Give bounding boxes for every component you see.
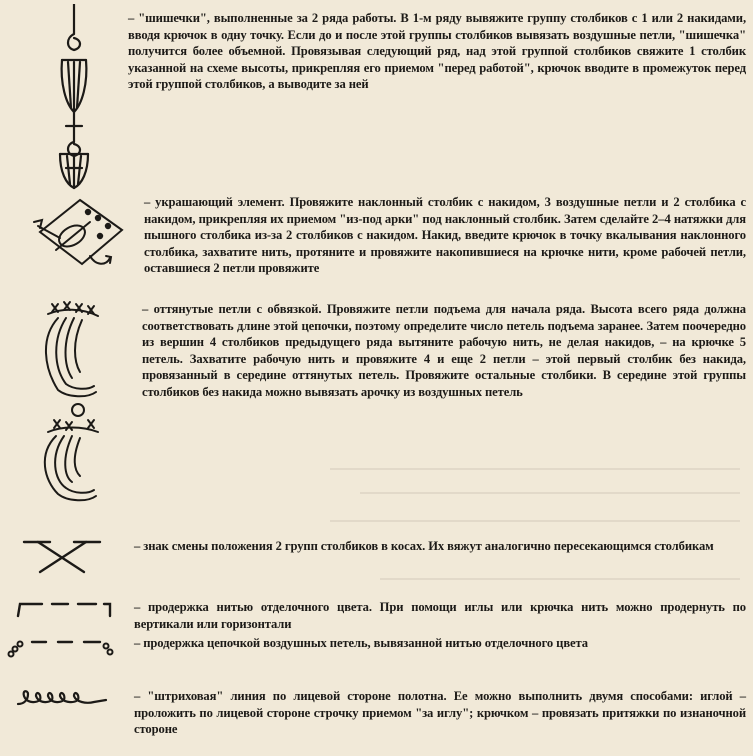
contrast-thread-icon xyxy=(14,596,114,620)
entry-text: – "шишечки", выполненные за 2 ряда работы. В 1-м ряду вывяжите группу столбиков с 1 или 2 накидами, вводя крючок в одну точку. Если до и после этой группы столбиков вывязать воздушные петли, "шишечка" получится более объемной. Провязывая следующий ряд, над этой группой столбиков свяжите 1 столбик указанной на схеме высоты, прикрепляя его приемом "перед работой", крючок вводите в промежуток перед этой группой столбиков, а выводите за ней xyxy=(128,11,746,92)
legend-entry-stitching-line xyxy=(134,688,746,738)
chain-thread-icon xyxy=(6,630,116,660)
entry-text: – продержка нитью отделочного цвета. При помощи иглы или крючка нить можно продернуть по вертикали или горизонтали xyxy=(134,600,746,631)
entry-text: – оттянутые петли с обвязкой. Провяжите петли подъема для начала ряда. Высота всего ряда должна соответствовать длине этой цепочки, поэтому определите число петель подъема заранее. Затем поочередно из вершин 4 столбиков предыдущего ряда вытяните рабочую нить, не делая накидов, – на крючке 5 петель. Захватите рабочую нить и провяжите 4 и еще 2 петли – этой первый столбик без накида, провязанный в середине оттянутых петель. Провяжите остальные столбики. В середине этой группы столбиков без накида можно вывязать арочку из воздушных петель xyxy=(142,302,746,399)
entry-text: – украшающий элемент. Провяжите наклонный столбик с накидом, 3 воздушные петли и 2 столбика с накидом, прикрепляя их приемом "из-под арки" под наклонный столбик. Затем сделайте 2–4 натяжки для пышного столбика из-за 2 столбиков с накидом. Накид, введите крючок в точку вкалывания наклонного столбика, захватите нить, протяните и провяжите накопившиеся на крючке нити, кроме рабочей петли, оставшиеся 2 петли провяжите xyxy=(144,195,746,276)
pulled-loops-icon xyxy=(38,298,108,508)
legend-entry-decorative xyxy=(144,194,746,277)
decorative-element-icon xyxy=(30,196,130,276)
entry-text: – знак смены положения 2 групп столбиков в косах. Их вяжут аналогично пересекающимся столбикам xyxy=(134,539,714,553)
legend-entry-bobble xyxy=(128,10,746,93)
bleed-through-line xyxy=(330,520,740,522)
legend-entry-contrast-thread xyxy=(134,599,746,632)
bobble-stitch-icon xyxy=(52,4,102,194)
legend-entry-crossed-groups xyxy=(134,538,746,555)
bleed-through-line xyxy=(360,492,740,494)
legend-entry-chain-thread xyxy=(134,635,746,652)
legend-entry-pulled-loops xyxy=(142,301,746,401)
crossed-groups-icon xyxy=(20,530,110,578)
entry-text: – продержка цепочкой воздушных петель, вывязанной нитью отделочного цвета xyxy=(134,636,588,650)
bleed-through-line xyxy=(380,578,740,580)
entry-text: – "штриховая" линия по лицевой стороне полотна. Ее можно выполнить двумя способами: иглой – проложить по лицевой стороне строчку приемом "за иглу"; крючком – провязать притяжки по изнаночной стороне xyxy=(134,689,746,737)
stitching-line-icon xyxy=(14,686,114,710)
bleed-through-line xyxy=(330,468,740,470)
